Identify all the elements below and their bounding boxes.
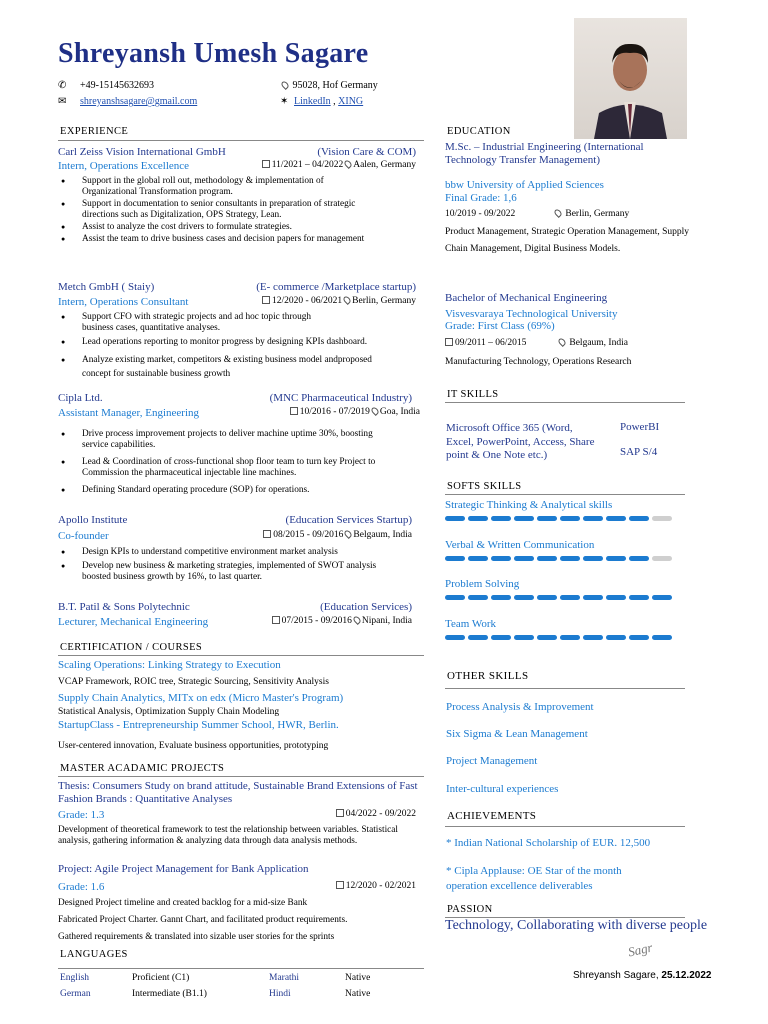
- education-detail: Product Management, Strategic Operation Management, Supply Chain Management, Digital Business Models.: [445, 227, 690, 254]
- signature-mark: Sagr: [626, 939, 654, 960]
- person-portrait: [574, 18, 687, 139]
- cert-detail: Statistical Analysis, Optimization Supply Chain Modeling: [58, 707, 280, 717]
- network-icon: ✶: [280, 96, 289, 107]
- softskills-heading: SOFTS SKILLS: [447, 481, 522, 492]
- list-item: ● Support CFO with strategic projects and ad hoc topic through business cases, quantitative analyses.: [58, 312, 318, 334]
- calendar-icon: [336, 881, 344, 889]
- location-pin-icon: [280, 80, 290, 90]
- rating-segment: [445, 556, 465, 561]
- rating-segment: [445, 595, 465, 600]
- photo: [574, 18, 687, 139]
- location-pin-icon: [343, 529, 353, 539]
- rating-segment: [652, 556, 672, 561]
- location-pin-icon: [553, 208, 563, 218]
- experience-heading: EXPERIENCE: [60, 126, 129, 137]
- rating-segment: [514, 635, 534, 640]
- location-pin-icon: [342, 295, 352, 305]
- itskills-heading: IT SKILLS: [447, 389, 499, 400]
- calendar-icon: [336, 809, 344, 817]
- experience-item: Apollo Institute (Education Services Startup) Co-founder 08/2015 - 09/2016 Belgaum, India ● Design KPIs to understand competitive environment market analysis ● Develop new business & marketing strategies, implemented of SWOT analysis boosted business growth by 16%, to last quarter.: [58, 514, 424, 584]
- linkedin-link[interactable]: LinkedIn: [294, 96, 331, 107]
- rating-segment: [652, 516, 672, 521]
- rating-segment: [606, 556, 626, 561]
- cert-detail: User-centered innovation, Evaluate business opportunities, prototyping: [58, 741, 329, 751]
- rating-segment: [537, 556, 557, 561]
- location-pin-icon: [343, 159, 353, 169]
- rating-segment: [652, 635, 672, 640]
- rating-segment: [629, 556, 649, 561]
- calendar-icon: [272, 616, 280, 624]
- rating-segment: [514, 595, 534, 600]
- location-row: 95028, Hof Germany: [280, 78, 378, 94]
- list-item: ● Support in documentation to senior consultants in preparation of strategic directions such as Digitalization, OPS Strategy, Lean.: [58, 199, 378, 221]
- skill-rating-bar: [445, 516, 685, 521]
- rating-segment: [629, 516, 649, 521]
- rating-segment: [560, 635, 580, 640]
- degree-title: M.Sc. – Industrial Engineering (International Technology Transfer Management): [445, 141, 644, 166]
- calendar-icon: [263, 530, 271, 538]
- list-item: ● Lead operations reporting to monitor progress by designing KPIs dashboard.: [58, 337, 403, 348]
- skill-rating-bar: [445, 635, 685, 640]
- experience-item: B.T. Patil & Sons Polytechnic (Education Services) Lecturer, Mechanical Engineering 07/2015 - 09/2016 Nipani, India: [58, 601, 412, 628]
- languages-table: [60, 970, 370, 1002]
- rating-segment: [583, 516, 603, 521]
- location-pin-icon: [352, 615, 362, 625]
- list-item: ● Support in the global roll out, methodology & implementation of Organizational Transformation program.: [58, 176, 378, 198]
- experience-item: Carl Zeiss Vision International GmbH (Vision Care & COM) Intern, Operations Excellence 11/2021 – 04/2022 Aalen, Germany ● Support in the global roll out, methodology & implementation of Organizational Transformation program. ● Support in documentation to senior consultants in preparation of strategic directions such as Digitalization, OPS Strategy, Lean. ● Assist to analyze the cost drivers to formulate strategies. ● Assist the team to drive business cases and decision papers for management: [58, 146, 424, 246]
- achievements-heading: ACHIEVEMENTS: [447, 810, 537, 822]
- email-link[interactable]: shreyanshsagare@gmail.com: [80, 96, 198, 107]
- phone-row: ✆ +49-15145632693: [58, 78, 197, 94]
- table-row: German Intermediate (B1.1) Hindi Native: [60, 989, 371, 999]
- grade: Final Grade: 1,6: [445, 192, 517, 204]
- cert-title: Supply Chain Analytics, MITx on edx (Micro Master's Program): [58, 692, 344, 704]
- list-item: ● Design KPIs to understand competitive environment market analysis: [58, 547, 403, 558]
- list-item: ● Assist to analyze the cost drivers to formulate strategies.: [58, 222, 378, 233]
- calendar-icon: [262, 296, 270, 304]
- skill-rating-bar: [445, 556, 685, 561]
- soft-skill-item: [445, 499, 685, 521]
- project-detail: Designed Project timeline and created backlog for a mid-size Bank: [58, 898, 308, 908]
- other-skill-item: Project Management: [446, 755, 538, 767]
- table-row: English Proficient (C1) Marathi Native: [60, 973, 371, 983]
- rating-segment: [606, 516, 626, 521]
- list-item: ● Defining Standard operating procedure (SOP) for operations.: [58, 485, 398, 496]
- education-heading: EDUCATION: [447, 126, 511, 137]
- location-pin-icon: [557, 337, 567, 347]
- rating-segment: [629, 595, 649, 600]
- rating-segment: [583, 635, 603, 640]
- list-item: ● Drive process improvement projects to deliver machine uptime 30%, boosting service capabilities.: [58, 429, 398, 451]
- school-name: Visvesvaraya Technological University: [445, 308, 618, 320]
- projects-heading: MASTER ACADAMIC PROJECTS: [60, 763, 225, 774]
- project-detail: Gathered requirements & translated into sizable user stories for the sprints: [58, 932, 335, 942]
- project-title: Project: Agile Project Management for Bank Application: [58, 863, 309, 875]
- cert-title: Scaling Operations: Linking Strategy to Execution: [58, 659, 281, 671]
- rating-segment: [583, 595, 603, 600]
- list-item: ● Develop new business & marketing strategies, implemented of SWOT analysis boosted business growth by 16%, to last quarter.: [58, 561, 403, 583]
- soft-skill-label: Team Work: [445, 618, 496, 630]
- passion-text: Technology, Collaborating with diverse people: [445, 918, 708, 933]
- rating-segment: [491, 556, 511, 561]
- rating-segment: [445, 635, 465, 640]
- rating-segment: [514, 516, 534, 521]
- project-title: Thesis: Consumers Study on brand attitude, Sustainable Brand Extensions of Fast Fashion Brands : Quantitative Analyses: [58, 780, 418, 805]
- rating-segment: [537, 635, 557, 640]
- rating-segment: [491, 635, 511, 640]
- cert-detail: VCAP Framework, ROIC tree, Strategic Sourcing, Sensitivity Analysis: [58, 677, 329, 687]
- degree-title: Bachelor of Mechanical Engineering: [445, 292, 608, 304]
- soft-skill-label: Verbal & Written Communication: [445, 539, 595, 551]
- rating-segment: [514, 556, 534, 561]
- skill-rating-bar: [445, 595, 685, 600]
- soft-skill-item: [445, 618, 685, 640]
- cert-title: StartupClass - Entrepreneurship Summer School, HWR, Berlin.: [58, 719, 339, 731]
- location-pin-icon: [370, 406, 380, 416]
- social-row: ✶ LinkedIn , XING: [280, 94, 378, 110]
- rating-segment: [491, 595, 511, 600]
- rating-segment: [606, 595, 626, 600]
- education-detail: Manufacturing Technology, Operations Research: [445, 357, 632, 367]
- rating-segment: [468, 556, 488, 561]
- rating-segment: [468, 595, 488, 600]
- phone-icon: ✆: [58, 80, 67, 91]
- rating-segment: [468, 635, 488, 640]
- name-title: Shreyansh Umesh Sagare: [58, 38, 369, 69]
- rating-segment: [629, 635, 649, 640]
- email-row: [58, 94, 197, 110]
- languages-heading: LANGUAGES: [60, 949, 128, 960]
- other-skill-item: Six Sigma & Lean Management: [446, 728, 588, 740]
- soft-skill-label: Problem Solving: [445, 578, 520, 590]
- skill-powerbi: PowerBI: [620, 421, 660, 433]
- soft-skill-item: [445, 539, 685, 561]
- soft-skill-item: [445, 578, 685, 600]
- project-detail: Development of theoretical framework to test the relationship between variables. Statistical analysis, gathering information & analyzing data through data analysis methods.: [58, 825, 398, 846]
- other-skill-item: Process Analysis & Improvement: [446, 701, 594, 713]
- xing-link[interactable]: XING: [338, 96, 364, 107]
- email-icon: ✉: [58, 96, 67, 107]
- passion-heading: PASSION: [447, 904, 493, 915]
- project-detail: Fabricated Project Charter. Gannt Chart, and facilitated product requirements.: [58, 915, 348, 925]
- list-item: ● Assist the team to drive business cases and decision papers for management: [58, 234, 378, 245]
- rating-segment: [560, 556, 580, 561]
- rating-segment: [560, 595, 580, 600]
- rating-segment: [468, 516, 488, 521]
- rating-segment: [606, 635, 626, 640]
- calendar-icon: [445, 338, 453, 346]
- calendar-icon: [262, 160, 270, 168]
- calendar-icon: [290, 407, 298, 415]
- rating-segment: [445, 516, 465, 521]
- experience-item: Metch GmbH ( Staiy) (E- commerce /Marketplace startup) Intern, Operations Consultant 12/2020 - 06/2021 Berlin, Germany ● Support CFO with strategic projects and ad hoc topic through business cases, quantitative analyses. ● Lead operations reporting to monitor progress by designing KPIs dashboard. ● Analyze existing market, competitors & existing business model andproposed concept for sustainable business growth: [58, 281, 424, 382]
- skill-sap: SAP S/4: [620, 446, 658, 458]
- other-skill-item: Inter-cultural experiences: [446, 783, 559, 795]
- soft-skill-label: Strategic Thinking & Analytical skills: [445, 499, 613, 511]
- skill-office: Microsoft Office 365 (Word, Excel, PowerPoint, Access, Share point & One Note etc.): [446, 422, 595, 461]
- signature-line: Shreyansh Sagare, 25.12.2022: [573, 970, 712, 981]
- list-item: ● Lead & Coordination of cross-functional shop floor team to turn key Project to Commission the pharmaceutical injectable line machines.: [58, 457, 398, 479]
- achievement-item: * Indian National Scholarship of EUR. 12,500: [446, 837, 651, 849]
- rating-segment: [537, 595, 557, 600]
- achievement-item: * Cipla Applause: OE Star of the month operation excellence deliverables: [446, 865, 622, 892]
- rating-segment: [537, 516, 557, 521]
- rating-segment: [560, 516, 580, 521]
- list-item: ● Analyze existing market, competitors & existing business model andproposed concept for sustainable business growth: [58, 353, 403, 381]
- rating-segment: [652, 595, 672, 600]
- grade: Grade: First Class (69%): [445, 320, 555, 332]
- rating-segment: [583, 556, 603, 561]
- cert-heading: CERTIFICATION / COURSES: [60, 642, 203, 653]
- otherskills-heading: OTHER SKILLS: [447, 670, 529, 682]
- rating-segment: [491, 516, 511, 521]
- school-name: bbw University of Applied Sciences: [445, 179, 604, 191]
- experience-item: Cipla Ltd. (MNC Pharmaceutical Industry) Assistant Manager, Engineering 10/2016 - 07/2019 Goa, India ● Drive process improvement projects to deliver machine uptime 30%, boosting service capabilities. ● Lead & Coordination of cross-functional shop floor team to turn key Project to Commission the pharmaceutical injectable line machines. ● Defining Standard operating procedure (SOP) for operations.: [58, 392, 424, 497]
